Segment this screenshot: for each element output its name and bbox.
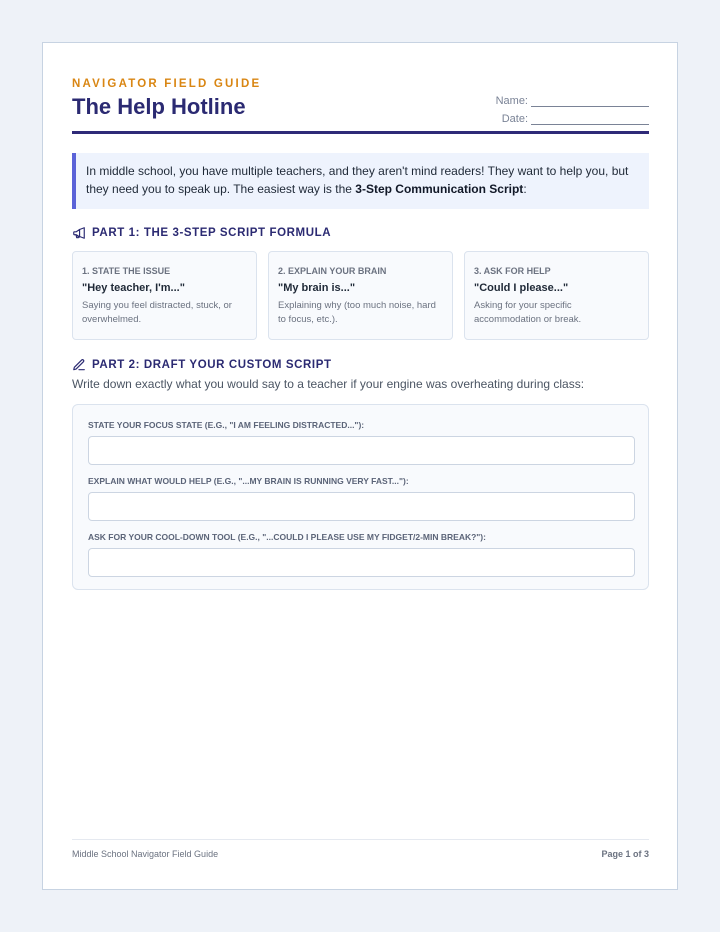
step-card-phrase: "Hey teacher, I'm..." bbox=[82, 282, 185, 294]
step-card-2 bbox=[268, 251, 453, 340]
step-card-description: Explaining why (too much noise, hard to focus, etc.). bbox=[278, 300, 436, 325]
date-line[interactable] bbox=[531, 114, 649, 125]
intro-colon: : bbox=[523, 182, 527, 196]
step-card-1 bbox=[72, 251, 257, 340]
step-card-phrase: "My brain is..." bbox=[278, 282, 356, 294]
step-card-title: 2. EXPLAIN YOUR BRAIN bbox=[278, 266, 387, 276]
intro-bold-text: 3-Step Communication Script bbox=[355, 182, 524, 196]
worksheet-page bbox=[42, 42, 678, 890]
intro-text: In middle school, you have multiple teachers, and they aren't mind readers! They want to help you, but they need you to speak up. The easiest way is the bbox=[86, 164, 629, 196]
explain-help-input[interactable] bbox=[88, 492, 635, 521]
footer-guide-name: Middle School Navigator Field Guide bbox=[72, 849, 219, 859]
step-card-description: Saying you feel distracted, stuck, or overwhelmed. bbox=[82, 300, 232, 325]
step-card-title: 1. STATE THE ISSUE bbox=[82, 266, 171, 276]
header-rule bbox=[72, 131, 649, 134]
part2-instruction: Write down exactly what you would say to a teacher if your engine was overheating during class: bbox=[72, 377, 585, 391]
step-card-title: 3. ASK FOR HELP bbox=[474, 266, 551, 276]
cool-down-tool-label: ASK FOR YOUR COOL-DOWN TOOL (E.G., "...COULD I PLEASE USE MY FIDGET/2-MIN BREAK?"): bbox=[88, 532, 486, 542]
explain-help-label: EXPLAIN WHAT WOULD HELP (E.G., "...MY BRAIN IS RUNNING VERY FAST..."): bbox=[88, 476, 409, 486]
name-line[interactable] bbox=[531, 96, 649, 107]
footer-rule bbox=[72, 839, 649, 840]
cool-down-tool-input[interactable] bbox=[88, 548, 635, 577]
name-date-block bbox=[449, 90, 649, 126]
part2-heading-text: PART 2: DRAFT YOUR CUSTOM SCRIPT bbox=[92, 359, 332, 371]
part1-heading-text: PART 1: THE 3-STEP SCRIPT FORMULA bbox=[92, 227, 332, 239]
focus-state-label: STATE YOUR FOCUS STATE (E.G., "I AM FEELING DISTRACTED..."): bbox=[88, 420, 365, 430]
custom-script-form bbox=[72, 404, 649, 590]
guide-kicker: NAVIGATOR FIELD GUIDE bbox=[72, 78, 262, 90]
part1-heading bbox=[72, 226, 331, 240]
date-label: Date: bbox=[501, 113, 528, 125]
name-label: Name: bbox=[495, 95, 528, 107]
page-number: Page 1 of 3 bbox=[601, 849, 649, 859]
page-title: The Help Hotline bbox=[72, 94, 246, 119]
step-card-3 bbox=[464, 251, 649, 340]
script-formula-cards bbox=[72, 251, 649, 340]
step-card-phrase: "Could I please..." bbox=[474, 282, 569, 294]
megaphone-icon bbox=[72, 226, 86, 240]
focus-state-input[interactable] bbox=[88, 436, 635, 465]
step-card-description: Asking for your specific accommodation or break. bbox=[474, 300, 582, 325]
pencil-icon bbox=[72, 358, 86, 372]
intro-callout bbox=[72, 153, 649, 209]
part2-heading bbox=[72, 358, 332, 372]
